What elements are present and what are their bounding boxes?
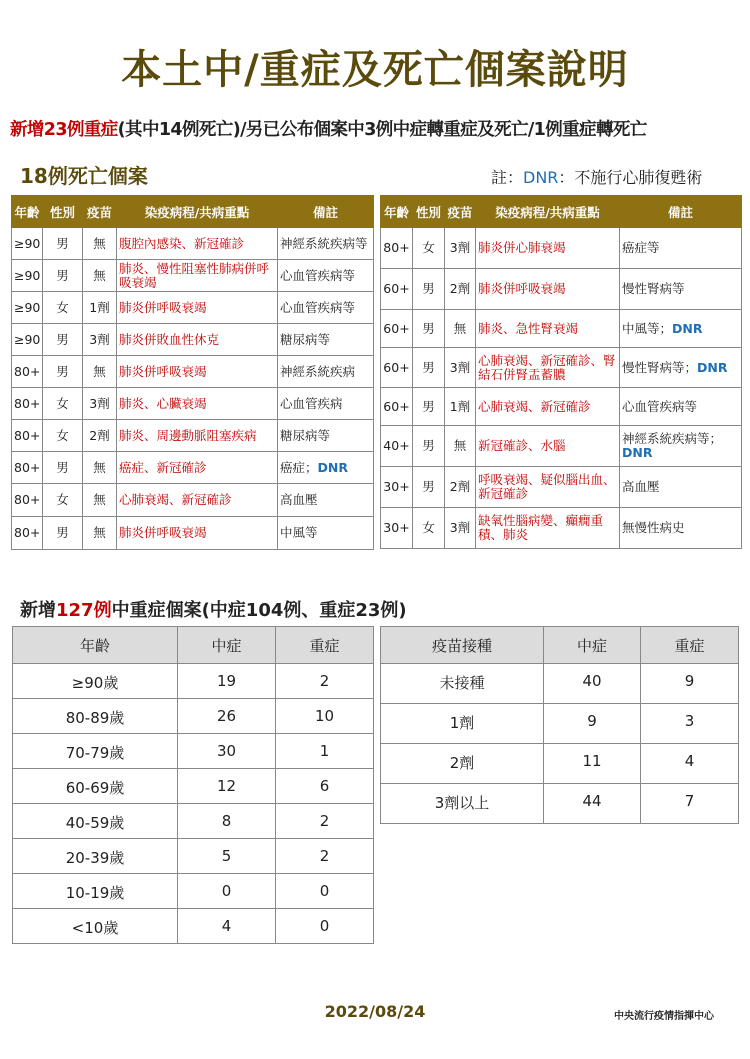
case-remark xyxy=(620,269,742,310)
moderate-count: 9 xyxy=(544,704,641,744)
issuing-organization: 中央流行疫情指揮中心 xyxy=(614,1011,714,1022)
case-vaccine: 3劑 xyxy=(445,228,476,269)
case-remark-text: 慢性腎病等； xyxy=(622,359,698,375)
subtitle-detail: (其中14例死亡)/另已公布個案中3例中症轉重症及死亡/1例重症轉死亡 xyxy=(117,120,647,140)
case-remark xyxy=(620,310,742,348)
report-date: 2022/08/24 xyxy=(324,1002,426,1021)
case-vaccine: 無 xyxy=(83,260,117,292)
case-course: 肺炎、心臟衰竭 xyxy=(117,388,278,420)
vaccine-table-header xyxy=(381,627,739,664)
case-sex: 男 xyxy=(43,324,83,356)
case-course: 肺炎、周邊動脈阻塞疾病 xyxy=(117,420,278,452)
case-age: ≥90 xyxy=(12,292,43,324)
case-remark-text: 糖尿病等 xyxy=(280,331,331,347)
death-table-right xyxy=(380,195,742,549)
case-remark-text: 神經系統疾病等 xyxy=(280,235,368,251)
case-course: 腹腔內感染、新冠確診 xyxy=(117,228,278,260)
case-remark xyxy=(278,260,374,292)
row-label: 40-59歲 xyxy=(13,804,178,839)
case-vaccine: 3劑 xyxy=(83,388,117,420)
case-vaccine: 無 xyxy=(445,310,476,348)
case-remark xyxy=(278,228,374,260)
case-remark xyxy=(620,508,742,549)
vaccine-row xyxy=(381,784,739,824)
case-age: 40+ xyxy=(381,426,413,467)
row-label: 1劑 xyxy=(381,704,544,744)
case-age: 80+ xyxy=(12,388,43,420)
dnr-tag: DNR xyxy=(622,445,653,460)
case-vaccine: 無 xyxy=(83,228,117,260)
case-remark-text: 癌症等 xyxy=(622,240,660,255)
death-case-row xyxy=(381,426,742,467)
death-table-left xyxy=(11,195,374,550)
col-severe: 重症 xyxy=(641,627,739,664)
page-title: 本土中/重症及死亡個案說明 xyxy=(121,47,629,93)
row-label: <10歲 xyxy=(13,909,178,944)
age-row xyxy=(13,874,374,909)
severe-count: 3 xyxy=(641,704,739,744)
row-label: ≥90歲 xyxy=(13,664,178,699)
case-age: 80+ xyxy=(12,356,43,388)
case-course: 肺炎併敗血性休克 xyxy=(117,324,278,356)
case-vaccine: 3劑 xyxy=(445,348,476,388)
death-case-row xyxy=(12,324,374,356)
case-remark xyxy=(620,388,742,426)
death-case-row xyxy=(12,452,374,484)
case-age: 60+ xyxy=(381,269,413,310)
case-sex: 女 xyxy=(413,228,445,269)
case-age: 60+ xyxy=(381,388,413,426)
case-remark xyxy=(278,292,374,324)
moderate-count: 26 xyxy=(178,699,276,734)
case-remark-text: 神經系統疾病等； xyxy=(622,431,723,446)
row-label: 10-19歲 xyxy=(13,874,178,909)
case-course: 呼吸衰竭、疑似腦出血、新冠確診 xyxy=(476,467,620,508)
case-remark-text: 心血管疾病等 xyxy=(280,267,356,283)
case-course: 肺炎、慢性阻塞性肺病併呼吸衰竭 xyxy=(117,260,278,292)
case-sex: 女 xyxy=(43,484,83,517)
moderate-count: 12 xyxy=(178,769,276,804)
case-remark xyxy=(278,356,374,388)
case-age: ≥90 xyxy=(12,228,43,260)
case-remark-text: 癌症； xyxy=(280,459,318,475)
row-label: 未接種 xyxy=(381,664,544,704)
case-remark xyxy=(278,452,374,484)
case-course: 肺炎併心肺衰竭 xyxy=(476,228,620,269)
death-case-row xyxy=(381,467,742,508)
case-age: 80+ xyxy=(381,228,413,269)
dnr-tag: DNR xyxy=(697,359,728,375)
case-age: 80+ xyxy=(12,420,43,452)
death-table-header xyxy=(12,196,374,228)
severe-count: 1 xyxy=(276,734,374,769)
case-remark xyxy=(620,228,742,269)
new-cases-section-title xyxy=(20,596,407,622)
moderate-count: 30 xyxy=(178,734,276,769)
case-course: 新冠確診、水腦 xyxy=(476,426,620,467)
case-remark-text: 中風等； xyxy=(622,320,673,336)
case-sex: 男 xyxy=(43,228,83,260)
row-label: 80-89歲 xyxy=(13,699,178,734)
case-age: 80+ xyxy=(12,517,43,550)
case-remark-text: 神經系統疾病 xyxy=(280,363,356,379)
case-remark-text: 心血管疾病 xyxy=(280,395,343,411)
case-course: 肺炎併呼吸衰竭 xyxy=(476,269,620,310)
case-remark-text: 無慢性病史 xyxy=(622,520,685,535)
case-remark xyxy=(278,324,374,356)
severe-count: 0 xyxy=(276,874,374,909)
case-age: 80+ xyxy=(12,484,43,517)
case-sex: 女 xyxy=(43,420,83,452)
case-sex: 女 xyxy=(43,388,83,420)
death-case-row xyxy=(12,484,374,517)
row-label: 60-69歲 xyxy=(13,769,178,804)
death-case-row xyxy=(12,420,374,452)
case-sex: 男 xyxy=(413,467,445,508)
severe-count: 10 xyxy=(276,699,374,734)
death-case-row xyxy=(381,508,742,549)
case-remark xyxy=(278,517,374,550)
case-vaccine: 無 xyxy=(83,517,117,550)
col-remark: 備註 xyxy=(278,196,374,228)
case-sex: 男 xyxy=(413,388,445,426)
col-vaccination: 疫苗接種 xyxy=(381,627,544,664)
case-remark-text: 高血壓 xyxy=(280,492,318,507)
case-age: ≥90 xyxy=(12,324,43,356)
case-sex: 男 xyxy=(43,356,83,388)
case-vaccine: 1劑 xyxy=(83,292,117,324)
age-row xyxy=(13,804,374,839)
col-severe: 重症 xyxy=(276,627,374,664)
case-remark xyxy=(278,420,374,452)
case-vaccine: 無 xyxy=(445,426,476,467)
col-moderate: 中症 xyxy=(544,627,641,664)
age-row xyxy=(13,769,374,804)
moderate-count: 11 xyxy=(544,744,641,784)
case-age: 30+ xyxy=(381,508,413,549)
age-row xyxy=(13,909,374,944)
severe-count: 2 xyxy=(276,664,374,699)
case-course: 心肺衰竭、新冠確診 xyxy=(476,388,620,426)
death-case-row xyxy=(12,228,374,260)
case-sex: 男 xyxy=(43,517,83,550)
subtitle-highlight: 新增23例重症 xyxy=(10,120,118,140)
case-vaccine: 無 xyxy=(83,484,117,517)
case-vaccine: 2劑 xyxy=(445,467,476,508)
note-term: DNR xyxy=(523,168,559,187)
death-case-row xyxy=(381,310,742,348)
case-sex: 男 xyxy=(413,426,445,467)
vaccine-breakdown-table xyxy=(380,626,739,824)
row-label: 3劑以上 xyxy=(381,784,544,824)
case-vaccine: 3劑 xyxy=(445,508,476,549)
col-age-group: 年齡 xyxy=(13,627,178,664)
col-sex: 性別 xyxy=(413,196,445,228)
col-vaccine: 疫苗 xyxy=(445,196,476,228)
dnr-tag: DNR xyxy=(672,320,703,336)
new-cases-prefix: 新增 xyxy=(20,600,56,621)
case-remark-text: 高血壓 xyxy=(622,479,660,494)
death-case-row xyxy=(381,388,742,426)
death-case-row xyxy=(381,228,742,269)
severe-count: 7 xyxy=(641,784,739,824)
note-text: ：不施行心肺復甦術 xyxy=(558,168,703,187)
col-remark: 備註 xyxy=(620,196,742,228)
moderate-count: 8 xyxy=(178,804,276,839)
case-course: 肺炎、急性腎衰竭 xyxy=(476,310,620,348)
case-course: 心肺衰竭、新冠確診、腎結石併腎盂蓄膿 xyxy=(476,348,620,388)
col-vaccine: 疫苗 xyxy=(83,196,117,228)
case-course: 肺炎併呼吸衰竭 xyxy=(117,292,278,324)
note-prefix: 註： xyxy=(491,168,524,187)
case-age: 30+ xyxy=(381,467,413,508)
col-moderate: 中症 xyxy=(178,627,276,664)
age-row xyxy=(13,734,374,769)
case-course: 癌症、新冠確診 xyxy=(117,452,278,484)
case-age: 60+ xyxy=(381,310,413,348)
case-course: 肺炎併呼吸衰竭 xyxy=(117,517,278,550)
case-course: 缺氧性腦病變、癲癇重積、肺炎 xyxy=(476,508,620,549)
death-case-row xyxy=(12,292,374,324)
case-remark-text: 糖尿病等 xyxy=(280,427,331,443)
dnr-tag: DNR xyxy=(317,459,348,475)
col-age: 年齡 xyxy=(12,196,43,228)
death-case-row xyxy=(12,388,374,420)
new-cases-suffix: 中重症個案(中症104例、重症23例) xyxy=(111,600,407,621)
death-table-header xyxy=(381,196,742,228)
col-course: 染疫病程/共病重點 xyxy=(476,196,620,228)
moderate-count: 0 xyxy=(178,874,276,909)
death-case-row xyxy=(381,269,742,310)
case-remark xyxy=(278,484,374,517)
row-label: 70-79歲 xyxy=(13,734,178,769)
case-remark xyxy=(620,426,742,467)
case-vaccine: 2劑 xyxy=(445,269,476,310)
vaccine-row xyxy=(381,704,739,744)
col-age: 年齡 xyxy=(381,196,413,228)
case-vaccine: 3劑 xyxy=(83,324,117,356)
case-remark xyxy=(278,388,374,420)
case-age: 60+ xyxy=(381,348,413,388)
severe-count: 2 xyxy=(276,804,374,839)
case-vaccine: 無 xyxy=(83,452,117,484)
case-remark-text: 心血管疾病等 xyxy=(280,299,356,315)
death-case-row xyxy=(12,260,374,292)
severe-count: 6 xyxy=(276,769,374,804)
age-breakdown-table xyxy=(12,626,374,944)
death-section-title: 18例死亡個案 xyxy=(20,164,148,188)
moderate-count: 4 xyxy=(178,909,276,944)
death-case-row xyxy=(12,517,374,550)
case-age: 80+ xyxy=(12,452,43,484)
vaccine-row xyxy=(381,664,739,704)
case-sex: 男 xyxy=(43,260,83,292)
severe-count: 0 xyxy=(276,909,374,944)
case-course: 肺炎併呼吸衰竭 xyxy=(117,356,278,388)
severe-count: 4 xyxy=(641,744,739,784)
case-sex: 女 xyxy=(413,508,445,549)
row-label: 20-39歲 xyxy=(13,839,178,874)
severe-count: 9 xyxy=(641,664,739,704)
age-row xyxy=(13,839,374,874)
case-sex: 男 xyxy=(413,269,445,310)
case-remark-text: 中風等 xyxy=(280,525,318,540)
vaccine-row xyxy=(381,744,739,784)
age-row xyxy=(13,699,374,734)
death-case-row xyxy=(381,348,742,388)
moderate-count: 40 xyxy=(544,664,641,704)
case-sex: 男 xyxy=(413,348,445,388)
case-vaccine: 1劑 xyxy=(445,388,476,426)
moderate-count: 19 xyxy=(178,664,276,699)
row-label: 2劑 xyxy=(381,744,544,784)
subtitle xyxy=(10,116,750,141)
severe-count: 2 xyxy=(276,839,374,874)
death-case-row xyxy=(12,356,374,388)
case-course: 心肺衰竭、新冠確診 xyxy=(117,484,278,517)
case-remark xyxy=(620,467,742,508)
age-table-header xyxy=(13,627,374,664)
col-course: 染疫病程/共病重點 xyxy=(117,196,278,228)
case-vaccine: 2劑 xyxy=(83,420,117,452)
case-vaccine: 無 xyxy=(83,356,117,388)
case-remark-text: 心血管疾病等 xyxy=(622,398,698,414)
case-remark xyxy=(620,348,742,388)
case-sex: 男 xyxy=(43,452,83,484)
age-row xyxy=(13,664,374,699)
col-sex: 性別 xyxy=(43,196,83,228)
dnr-note xyxy=(491,165,702,188)
case-age: ≥90 xyxy=(12,260,43,292)
moderate-count: 5 xyxy=(178,839,276,874)
new-cases-count: 127例 xyxy=(56,600,112,621)
case-sex: 男 xyxy=(413,310,445,348)
case-sex: 女 xyxy=(43,292,83,324)
case-remark-text: 慢性腎病等 xyxy=(622,281,685,296)
moderate-count: 44 xyxy=(544,784,641,824)
